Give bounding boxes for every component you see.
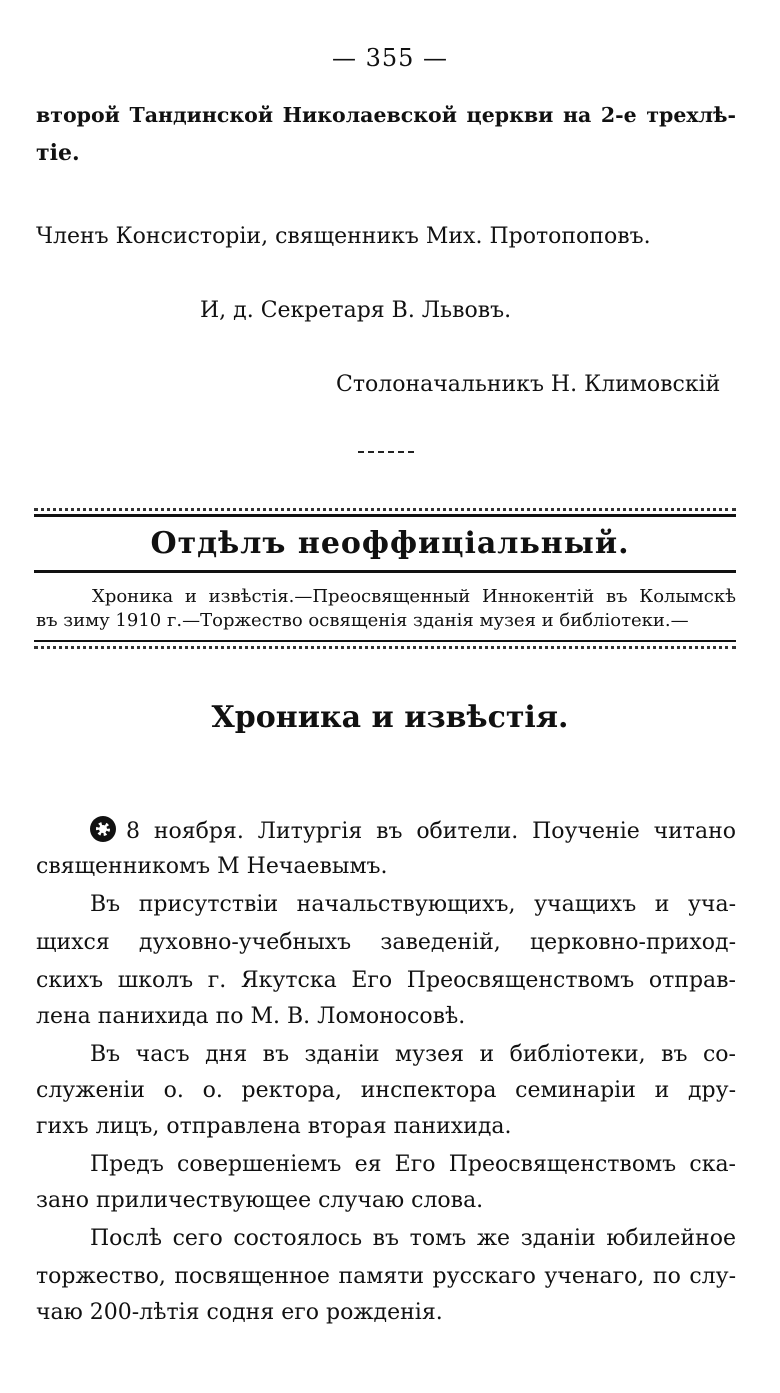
- paragraph-line: служеніи о. о. ректора, инспектора семинаріи и дру-: [36, 1078, 736, 1103]
- thick-rule-top: [34, 514, 736, 517]
- decorative-divider: [358, 451, 414, 453]
- paragraph-line: торжество, посвященное памяти русскаго ученаго, по слу-: [36, 1264, 736, 1289]
- signature-member: Членъ Консисторіи, священникъ Мих. Протопоповъ.: [36, 224, 651, 249]
- text-line: тіе.: [36, 140, 80, 166]
- section-title: Отдѣлъ неоффиціальный.: [150, 526, 630, 561]
- paragraph-line: щихся духовно-учебныхъ заведеній, церковно-приход-: [36, 930, 736, 955]
- thick-rule-middle: [34, 570, 736, 573]
- paragraph-line: 8 ноября. Литургія въ обители. Поученіе читано: [90, 816, 736, 847]
- paragraph-line: Послѣ сего состоялось въ томъ же зданіи юбилейное: [90, 1226, 736, 1251]
- text-line: второй Тандинской Николаевской церкви на 2-е трехлѣ-: [36, 103, 736, 127]
- paragraph-line: скихъ школъ г. Якутска Его Преосвященствомъ отправ-: [36, 968, 736, 993]
- paragraph-line: гихъ лицъ, отправлена вторая панихида.: [36, 1114, 512, 1139]
- article-heading: Хроника и извѣстія.: [211, 700, 569, 735]
- paragraph-line: Въ часъ дня въ зданіи музея и библіотеки, въ со-: [90, 1042, 736, 1067]
- paragraph-line: чаю 200-лѣтія содня его рожденія.: [36, 1300, 443, 1325]
- contents-line: въ зиму 1910 г.—Торжество освященія зданія музея и библіотеки.—: [36, 610, 689, 631]
- paragraph-line: зано приличествующее случаю слова.: [36, 1188, 484, 1213]
- signature-secretary: И, д. Секретаря В. Львовъ.: [200, 298, 512, 323]
- thin-rule-bottom: [34, 640, 736, 642]
- signature-clerk: Столоначальникъ Н. Климовскій: [336, 372, 721, 397]
- paragraph-line: Въ присутствіи начальствующихъ, учащихъ и уча-: [90, 892, 736, 917]
- paragraph-line: священникомъ М Нечаевымъ.: [36, 854, 388, 879]
- paragraph-line: лена панихида по М. В. Ломоносовѣ.: [36, 1004, 466, 1029]
- dotted-rule-top: [34, 508, 736, 511]
- ornament-icon: [90, 816, 116, 842]
- page-number: — 355 —: [331, 44, 449, 72]
- contents-line: Хроника и извѣстія.—Преосвященный Иннокентій въ Колымскѣ: [92, 586, 736, 607]
- paragraph-line: Предъ совершеніемъ ея Его Преосвященствомъ ска-: [90, 1152, 736, 1177]
- dotted-rule-bottom: [34, 646, 736, 649]
